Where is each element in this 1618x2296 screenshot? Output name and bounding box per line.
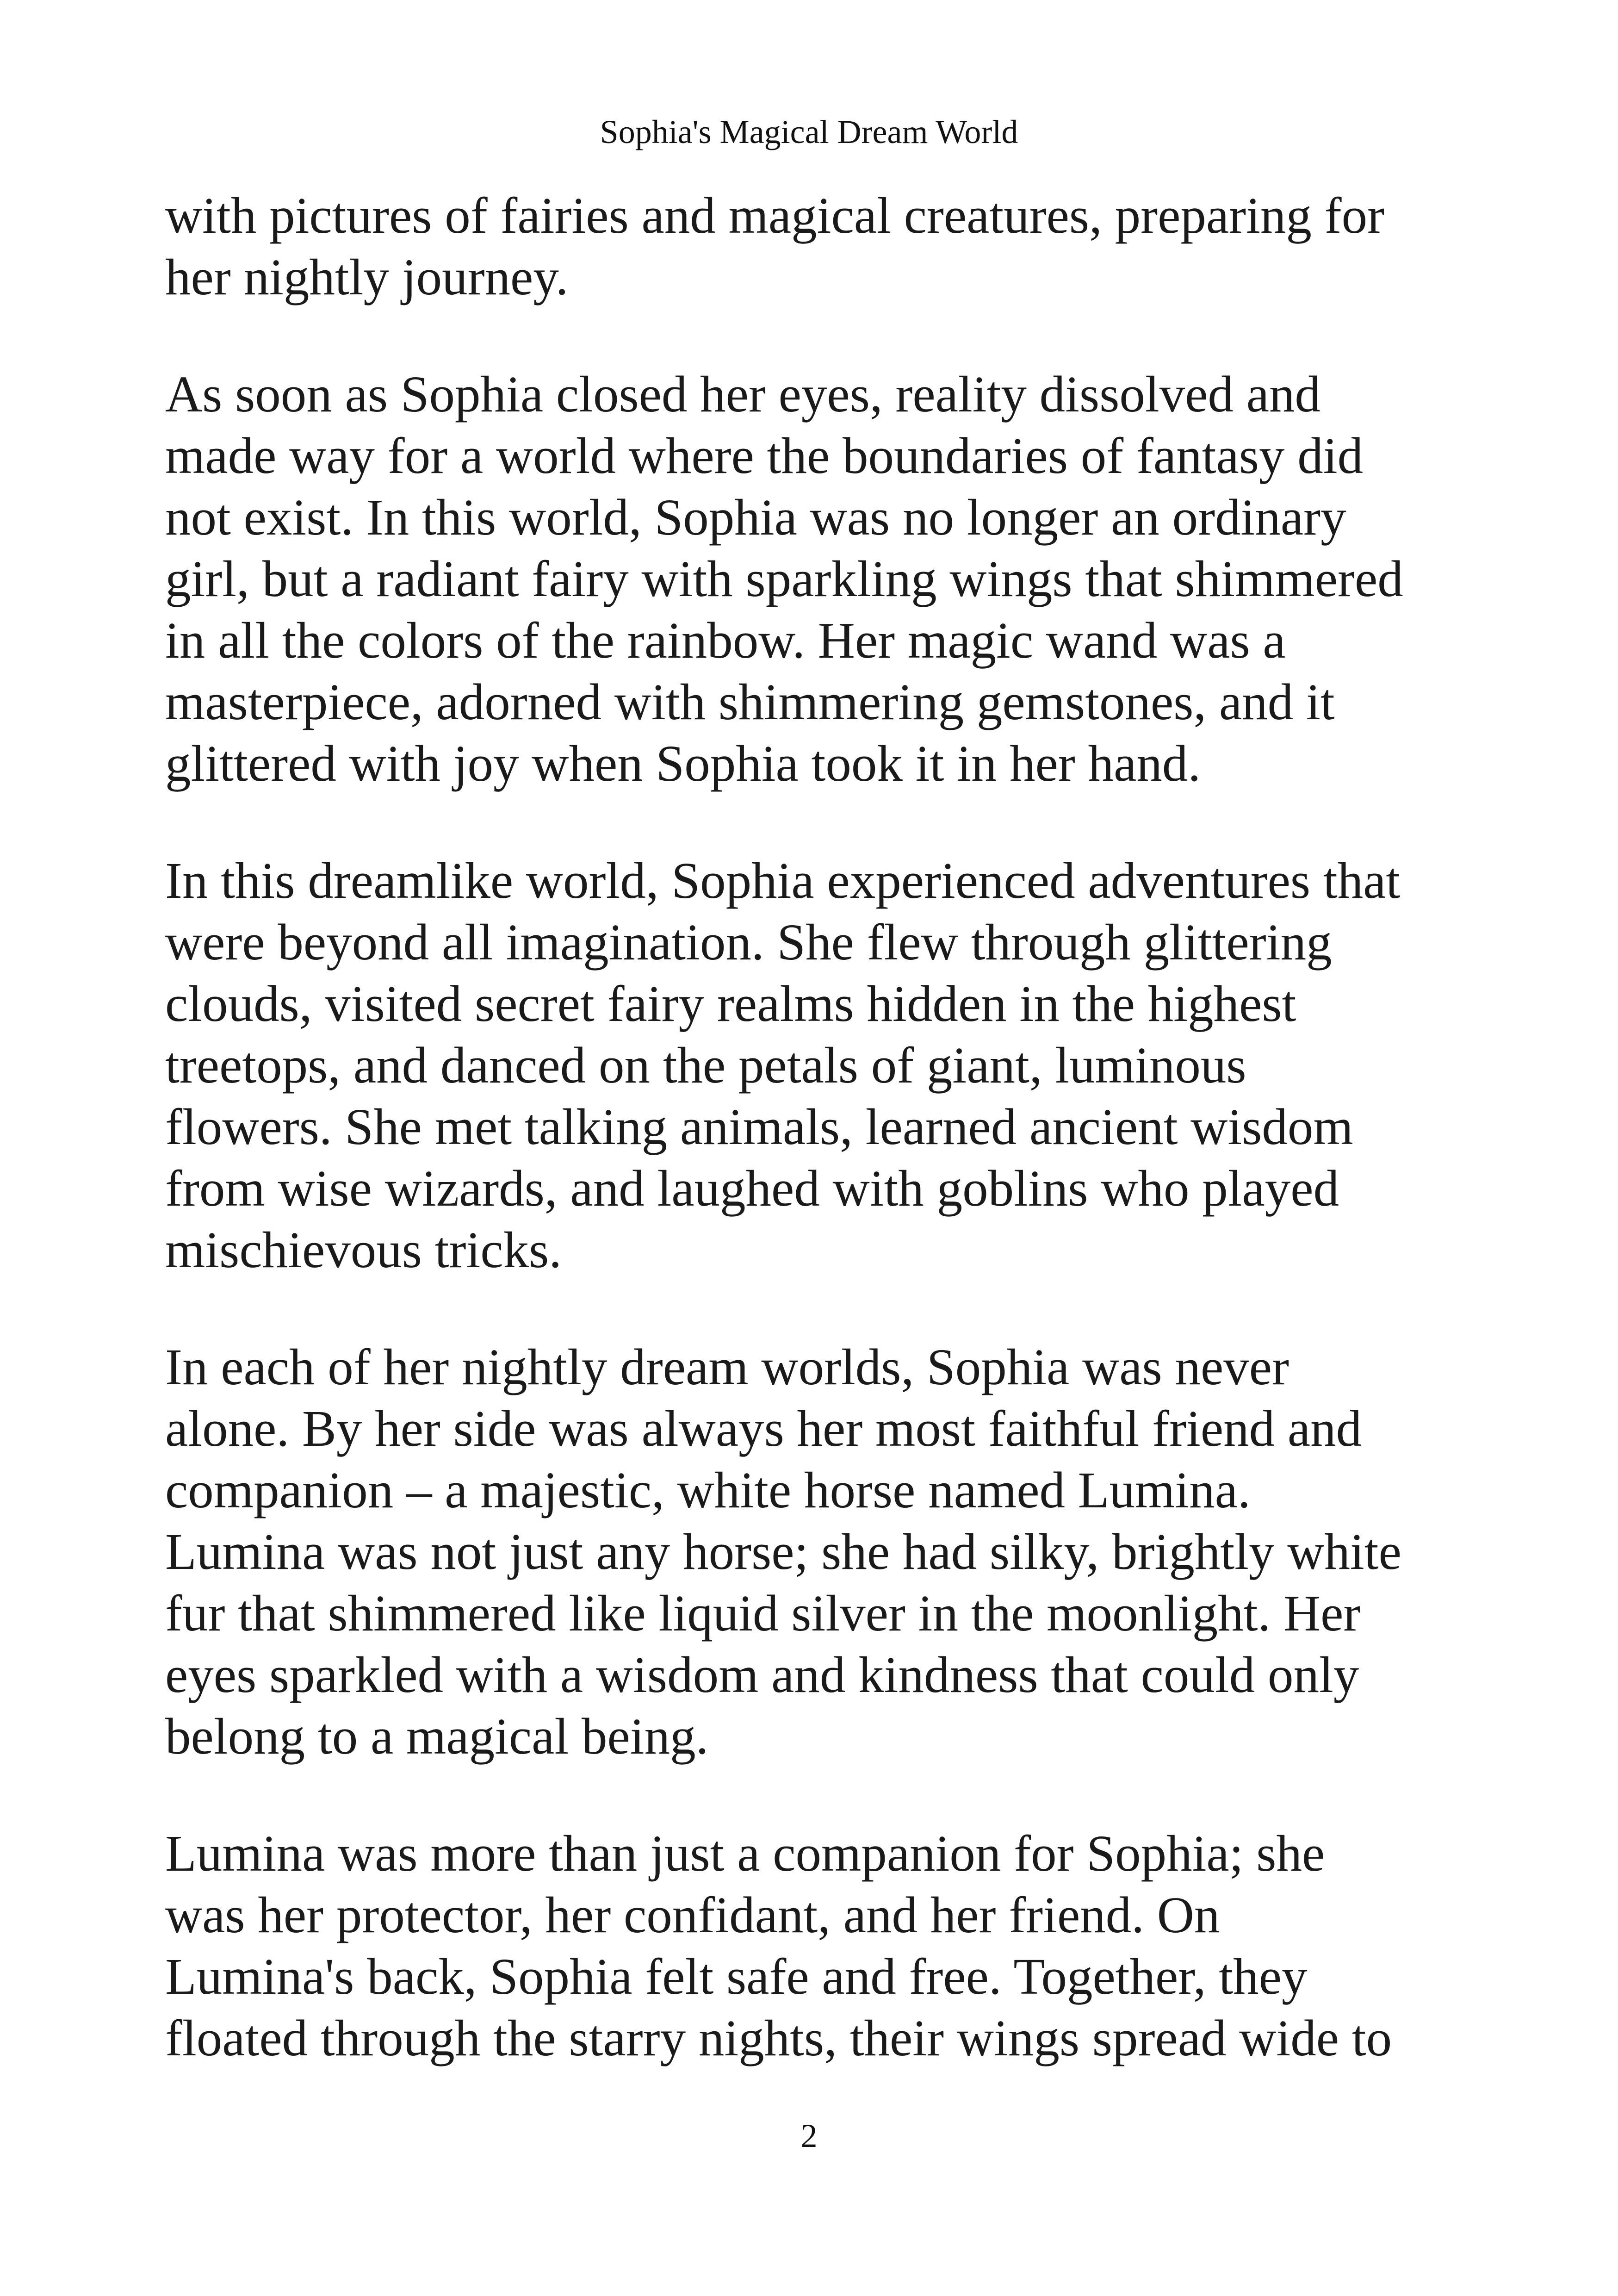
text-line: clouds, visited secret fairy realms hidden in the highest xyxy=(165,976,1296,1033)
paragraph xyxy=(165,1337,1479,1767)
paragraph xyxy=(165,850,1479,1281)
running-header: Sophia's Magical Dream World xyxy=(600,113,1018,150)
text-line: In this dreamlike world, Sophia experienced adventures that xyxy=(165,852,1401,909)
text-line: floated through the starry nights, their wings spread wide to xyxy=(165,2010,1392,2067)
text-line: glittered with joy when Sophia took it in her hand. xyxy=(165,735,1201,792)
text-line: alone. By her side was always her most faithful friend and xyxy=(165,1400,1362,1457)
text-line: was her protector, her confidant, and her friend. On xyxy=(165,1887,1220,1944)
text-line: mischievous tricks. xyxy=(165,1222,562,1279)
text-line: companion – a majestic, white horse named Lumina. xyxy=(165,1462,1251,1519)
text-line: Lumina was more than just a companion for Sophia; she xyxy=(165,1825,1325,1882)
text-line: were beyond all imagination. She flew through glittering xyxy=(165,914,1332,971)
text-line: in all the colors of the rainbow. Her magic wand was a xyxy=(165,612,1286,669)
text-line: with pictures of fairies and magical creatures, preparing for xyxy=(165,187,1385,244)
text-line: from wise wizards, and laughed with goblins who played xyxy=(165,1160,1339,1217)
paragraph xyxy=(165,364,1479,795)
text-line: fur that shimmered like liquid silver in the moonlight. Her xyxy=(165,1585,1361,1642)
text-line: As soon as Sophia closed her eyes, reality dissolved and xyxy=(165,366,1321,423)
text-line: treetops, and danced on the petals of giant, luminous xyxy=(165,1037,1246,1094)
text-line: not exist. In this world, Sophia was no longer an ordinary xyxy=(165,489,1346,546)
page-number: 2 xyxy=(800,2117,818,2154)
text-line: made way for a world where the boundaries of fantasy did xyxy=(165,428,1364,485)
text-line: her nightly journey. xyxy=(165,249,569,306)
text-line: masterpiece, adorned with shimmering gemstones, and it xyxy=(165,674,1335,731)
text-line: girl, but a radiant fairy with sparkling wings that shimmered xyxy=(165,551,1403,608)
text-line: In each of her nightly dream worlds, Sophia was never xyxy=(165,1339,1289,1396)
text-line: Lumina was not just any horse; she had silky, brightly white xyxy=(165,1524,1401,1580)
text-line: flowers. She met talking animals, learned ancient wisdom xyxy=(165,1099,1353,1156)
text-line: eyes sparkled with a wisdom and kindness that could only xyxy=(165,1647,1359,1704)
paragraph xyxy=(165,1823,1479,2069)
text-line: belong to a magical being. xyxy=(165,1708,709,1765)
paragraph xyxy=(165,185,1479,308)
page-body xyxy=(165,185,1479,2125)
text-line: Lumina's back, Sophia felt safe and free. Together, they xyxy=(165,1948,1308,2005)
